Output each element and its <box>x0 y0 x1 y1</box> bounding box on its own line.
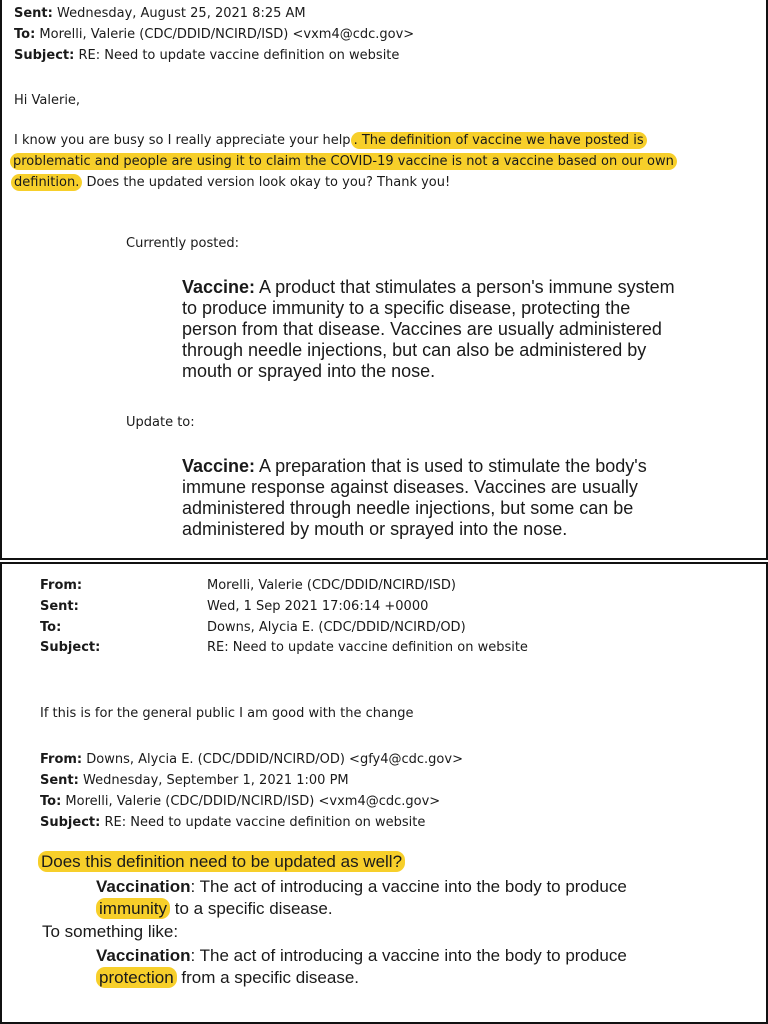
email3-subject-label: Subject: <box>40 815 101 830</box>
email3-sent-row <box>40 773 349 788</box>
update-def-line1: Vaccine: A preparation that is used to stimulate the body's <box>182 456 647 476</box>
email1-body-line3 <box>11 175 450 190</box>
currently-posted-label: Currently posted: <box>126 236 239 251</box>
vaccination-def1 <box>96 876 627 920</box>
email1-body-l3-highlight: definition. <box>11 174 82 191</box>
current-def-line5: mouth or sprayed into the nose. <box>182 361 436 381</box>
def1-line2: immunity to a specific disease. <box>96 898 627 920</box>
email1-sent-value: Wednesday, August 25, 2021 8:25 AM <box>57 6 306 21</box>
email2-from-label: From: <box>40 578 83 593</box>
email3-question-highlight: Does this definition need to be updated as well? <box>38 851 405 872</box>
update-def-line4: administered by mouth or sprayed into the nose. <box>182 519 568 539</box>
def2-term: Vaccination <box>96 946 191 965</box>
def2-highlight: protection <box>96 967 177 988</box>
email1-to-label: To: <box>14 27 36 42</box>
email2-to-label: To: <box>40 620 62 635</box>
email3-to-row <box>40 794 440 809</box>
email2-body: If this is for the general public I am good with the change <box>40 706 414 721</box>
def2-line1: Vaccination: The act of introducing a vaccine into the body to produce <box>96 946 627 965</box>
email3-to-value: Morelli, Valerie (CDC/DDID/NCIRD/ISD) <vxm4@cdc.gov> <box>61 794 441 809</box>
current-definition <box>182 277 675 382</box>
email3-sent-value: Wednesday, September 1, 2021 1:00 PM <box>78 773 349 788</box>
email2-sent-value: Wed, 1 Sep 2021 17:06:14 +0000 <box>207 599 429 614</box>
current-def-line1: Vaccine: A product that stimulates a person's immune system <box>182 277 675 297</box>
email1-greeting: Hi Valerie, <box>14 93 81 108</box>
current-def-line3: person from that disease. Vaccines are usually administered <box>182 319 662 339</box>
email1-subject-value: RE: Need to update vaccine definition on website <box>78 48 400 63</box>
email3-from-label: From: <box>40 752 83 767</box>
update-def-line3: administered through needle injections, but some can be <box>182 498 634 518</box>
current-def-term: Vaccine: <box>182 277 256 297</box>
def1-highlight: immunity <box>96 898 170 919</box>
def1-term: Vaccination <box>96 877 191 896</box>
email1-body-line1 <box>14 133 647 148</box>
email1-sent-label: Sent: <box>14 6 53 21</box>
email3-subject-row <box>40 815 425 830</box>
email2-from-value: Morelli, Valerie (CDC/DDID/NCIRD/ISD) <box>207 578 456 593</box>
email1-body-l1-highlight: . The definition of vaccine we have posted is <box>351 132 647 149</box>
email1-to-row <box>14 27 414 42</box>
email1-sent-row <box>14 6 306 21</box>
email1-subject-row <box>14 48 399 63</box>
email1-body-line2 <box>10 154 677 169</box>
email3-sent-label: Sent: <box>40 773 79 788</box>
email1-body-l1-plain: I know you are busy so I really appreciate your help <box>14 133 351 148</box>
email2-to-value: Downs, Alycia E. (CDC/DDID/NCIRD/OD) <box>207 620 466 635</box>
def2-line2: protection from a specific disease. <box>96 967 627 989</box>
update-def-term: Vaccine: <box>182 456 256 476</box>
current-def-line4: through needle injections, but can also be administered by <box>182 340 647 360</box>
email1-body-l2-highlight: problematic and people are using it to claim the COVID-19 vaccine is not a vaccine based on our own <box>10 153 677 170</box>
def1-line1: Vaccination: The act of introducing a vaccine into the body to produce <box>96 877 627 896</box>
update-definition <box>182 456 647 540</box>
current-def-line2: to produce immunity to a specific disease, protecting the <box>182 298 631 318</box>
email3-from-row <box>40 752 463 767</box>
email2-subject-label: Subject: <box>40 640 101 655</box>
email3-to-label: To: <box>40 794 62 809</box>
email1-subject-label: Subject: <box>14 48 75 63</box>
email2-sent-label: Sent: <box>40 599 79 614</box>
email3-subject-value: RE: Need to update vaccine definition on website <box>100 815 426 830</box>
update-to-label: Update to: <box>126 415 195 430</box>
email3-question <box>38 852 405 872</box>
to-something-like: To something like: <box>42 922 179 941</box>
vaccination-def2 <box>96 945 627 989</box>
update-def-line2: immune response against diseases. Vaccines are usually <box>182 477 638 497</box>
email2-subject-value: RE: Need to update vaccine definition on website <box>207 640 528 655</box>
email3-from-value: Downs, Alycia E. (CDC/DDID/NCIRD/OD) <gfy4@cdc.gov> <box>82 752 463 767</box>
email1-to-value: Morelli, Valerie (CDC/DDID/NCIRD/ISD) <vxm4@cdc.gov> <box>39 27 415 42</box>
email1-body-l3-plain: Does the updated version look okay to you? Thank you! <box>82 175 451 190</box>
